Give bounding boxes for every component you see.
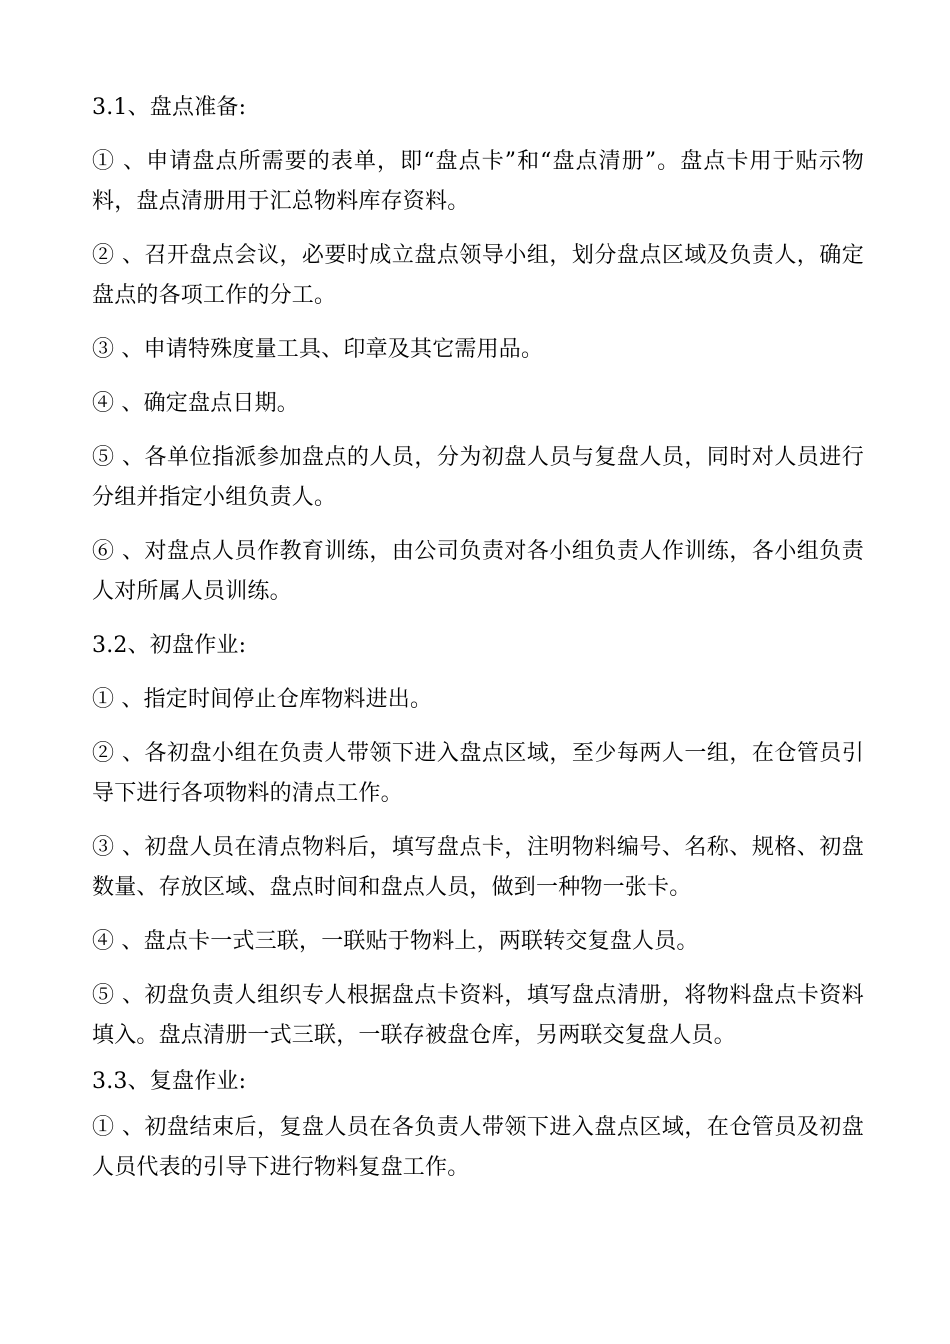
paragraph-initial-count-3: ③ 、初盘人员在清点物料后，填写盘点卡，注明物料编号、名称、规格、初盘数量、存放区域、盘点时间和盘点人员，做到一种物一张卡。 <box>92 835 864 900</box>
paragraph-preparation-3: ③ 、申请特殊度量工具、印章及其它需用品。 <box>92 337 544 362</box>
section-heading-initial-count: 3.2、初盘作业: <box>92 633 247 658</box>
paragraph-preparation-6: ⑥ 、对盘点人员作教育训练，由公司负责对各小组负责人作训练，各小组负责人对所属人员训练。 <box>92 539 864 604</box>
section-heading-recount: 3.3、复盘作业: <box>92 1069 247 1094</box>
paragraph-preparation-4: ④ 、确定盘点日期。 <box>92 391 299 416</box>
paragraph-initial-count-5: ⑤ 、初盘负责人组织专人根据盘点卡资料，填写盘点清册，将物料盘点卡资料填入。盘点清册一式三联，一联存被盘仓库，另两联交复盘人员。 <box>92 983 864 1048</box>
paragraph-initial-count-4: ④ 、盘点卡一式三联，一联贴于物料上，两联转交复盘人员。 <box>92 929 699 954</box>
paragraph-preparation-2: ② 、召开盘点会议，必要时成立盘点领导小组，划分盘点区域及负责人，确定盘点的各项工作的分工。 <box>92 243 864 308</box>
paragraph-preparation-5: ⑤ 、各单位指派参加盘点的人员，分为初盘人员与复盘人员，同时对人员进行分组并指定小组负责人。 <box>92 445 864 510</box>
document-body <box>92 88 864 1202</box>
paragraph-initial-count-1: ① 、指定时间停止仓库物料进出。 <box>92 687 433 712</box>
paragraph-preparation-1: ① 、申请盘点所需要的表单，即“盘点卡”和“盘点清册”。盘点卡用于贴示物料，盘点清册用于汇总物料库存资料。 <box>92 149 864 214</box>
paragraph-initial-count-2: ② 、各初盘小组在负责人带领下进入盘点区域，至少每两人一组，在仓管员引导下进行各项物料的清点工作。 <box>92 741 864 806</box>
paragraph-recount-1: ① 、初盘结束后，复盘人员在各负责人带领下进入盘点区域，在仓管员及初盘人员代表的引导下进行物料复盘工作。 <box>92 1115 864 1180</box>
section-heading-preparation: 3.1、盘点准备: <box>92 95 247 120</box>
